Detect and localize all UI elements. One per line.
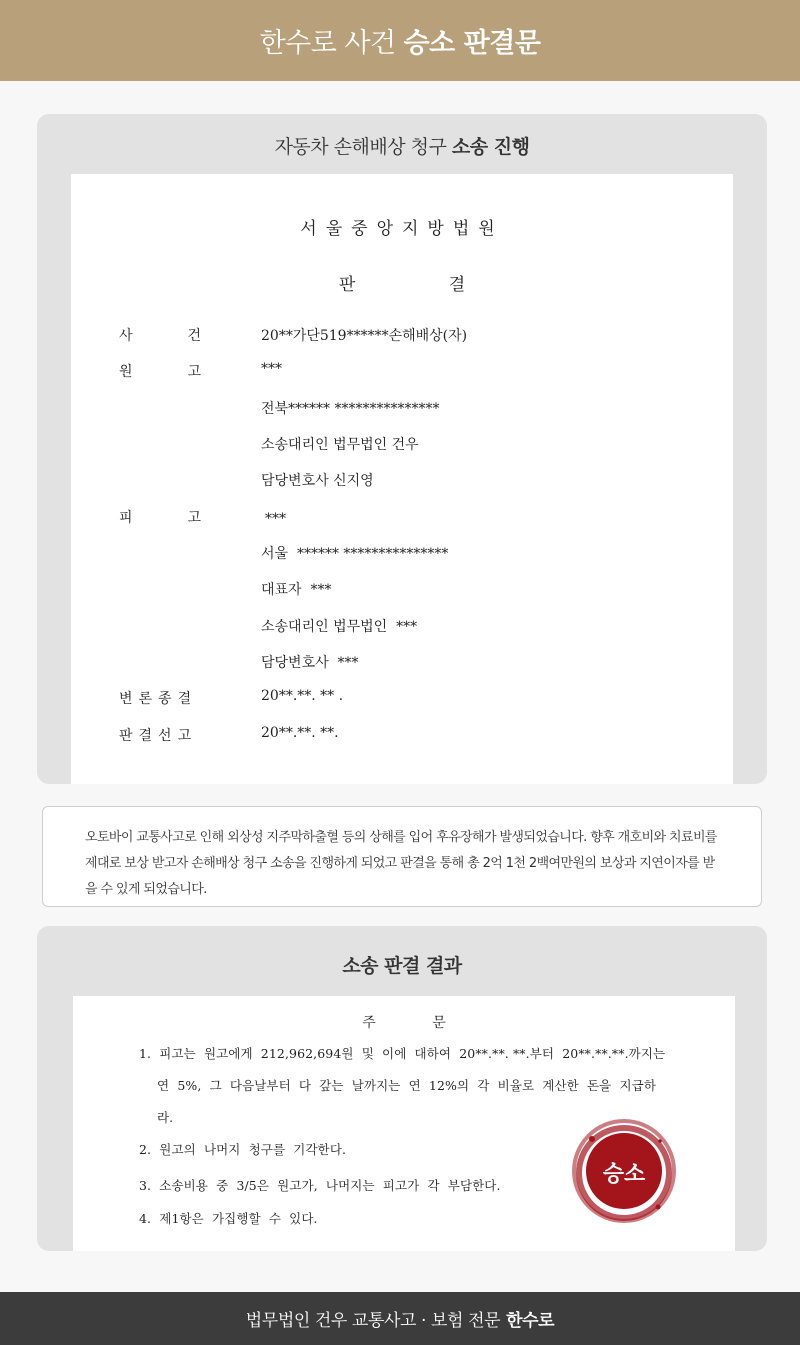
result-panel-title xyxy=(37,951,767,978)
win-stamp-icon xyxy=(572,1117,676,1225)
label-char: 피 xyxy=(119,510,133,526)
order-line: 3. 소송비용 중 3/5은 원고가, 나머지는 피고가 각 부담한다. xyxy=(139,1178,501,1193)
order-line: 2. 원고의 나머지 청구를 기각한다. xyxy=(139,1142,347,1157)
row-label-case xyxy=(119,325,201,345)
case-number: 20**가단519******손해배상(자) xyxy=(261,328,468,344)
closing-date: 20**.**. ** . xyxy=(261,688,344,704)
case-panel-title-light: 자동차 손해배상 청구 xyxy=(274,136,447,158)
verdict-char: 판 xyxy=(338,275,356,295)
verdict-char: 결 xyxy=(448,275,466,295)
stamp-text: 승소 xyxy=(602,1162,646,1187)
banner-title-light: 한수로 사건 xyxy=(259,28,396,59)
defendant-name: *** xyxy=(265,511,286,527)
row-label-pronounce: 판결선고 xyxy=(119,728,198,744)
row-label-defendant xyxy=(119,507,201,527)
order-line: 라. xyxy=(157,1110,174,1125)
plaintiff-name: *** xyxy=(261,361,282,377)
footer xyxy=(0,1292,800,1345)
order-line: 1. 피고는 원고에게 212,962,694원 및 이에 대하여 20**.**. **.부터 20**.**.**.까지는 xyxy=(139,1046,666,1061)
order-char: 문 xyxy=(432,1015,446,1031)
defendant-counsel: 소송대리인 법무법인 *** xyxy=(261,619,418,635)
label-char: 원 xyxy=(119,364,133,380)
banner-title-bold: 승소 판결문 xyxy=(403,28,541,59)
pronounce-date: 20**.**. **. xyxy=(261,725,339,741)
row-label-closing: 변론종결 xyxy=(119,691,198,707)
verdict-heading xyxy=(71,270,733,295)
label-char: 건 xyxy=(187,328,201,344)
case-panel-title xyxy=(37,132,767,159)
plaintiff-lawyer: 담당변호사 신지영 xyxy=(261,473,374,489)
plaintiff-counsel: 소송대리인 법무법인 건우 xyxy=(261,437,419,453)
label-char: 고 xyxy=(187,510,201,526)
verdict-document xyxy=(71,174,733,784)
footer-light: 법무법인 건우 교통사고 · 보험 전문 xyxy=(245,1311,501,1331)
label-char: 고 xyxy=(187,364,201,380)
case-summary: 오토바이 교통사고로 인해 외상성 지주막하출혈 등의 상해를 입어 후유장해가 발생되었습니다. 향후 개호비와 치료비를 제대로 보상 받고자 손해배상 청구 소송을 진행하게 되었고 판결을 통해 총 2억 1천 2백여만원의 보상과 지연이자를 받을 수 있게 되었습니다. xyxy=(42,806,762,907)
row-label-plaintiff xyxy=(119,361,201,381)
result-title-text: 소송 판결 결과 xyxy=(342,955,462,977)
plaintiff-address: 전북****** *************** xyxy=(261,401,440,417)
defendant-representative: 대표자 *** xyxy=(261,582,332,598)
court-name: 서울중앙지방법원 xyxy=(300,219,504,239)
label-char: 사 xyxy=(119,328,133,344)
order-heading xyxy=(73,1012,735,1032)
order-line: 4. 제1항은 가집행할 수 있다. xyxy=(139,1211,318,1226)
case-panel-title-bold: 소송 진행 xyxy=(451,136,530,158)
case-panel xyxy=(37,114,767,784)
defendant-address: 서울 ****** *************** xyxy=(261,546,449,562)
order-line: 연 5%, 그 다음날부터 다 갚는 날까지는 연 12%의 각 비율로 계산한 돈을 지급하 xyxy=(157,1078,656,1093)
top-banner xyxy=(0,0,800,81)
order-char: 주 xyxy=(362,1015,376,1031)
defendant-lawyer: 담당변호사 *** xyxy=(261,655,359,671)
footer-bold: 한수로 xyxy=(506,1311,555,1331)
